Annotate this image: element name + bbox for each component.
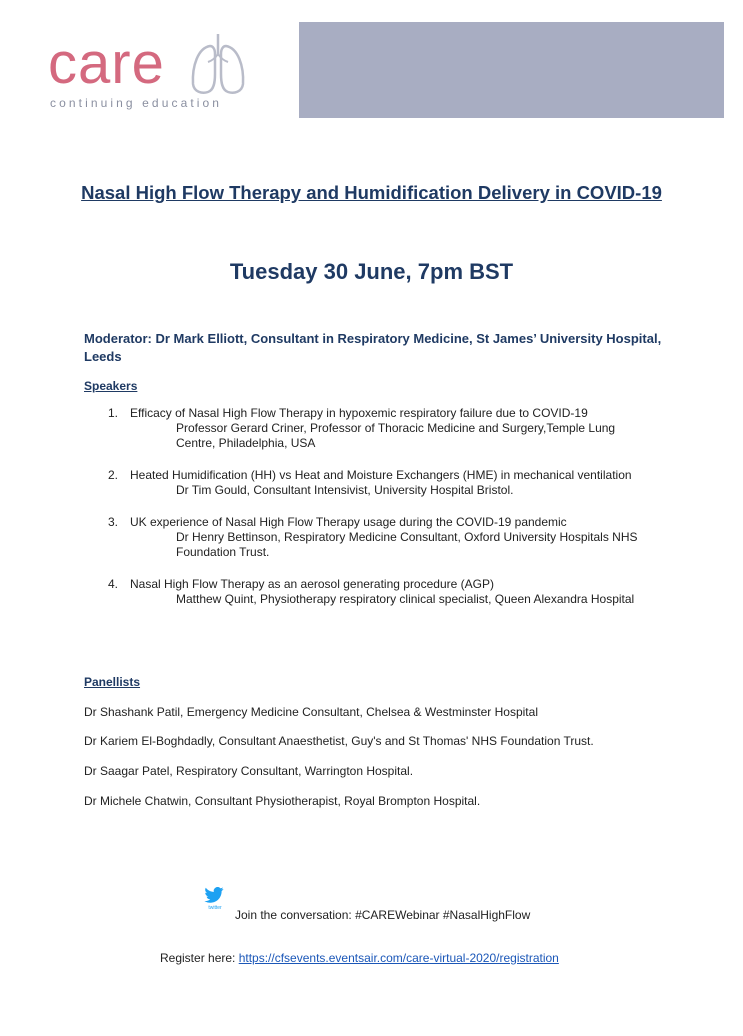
talk-title: UK experience of Nasal High Flow Therapy usage during the COVID-19 pandemic bbox=[130, 515, 567, 529]
logo-tagline: continuing education bbox=[50, 96, 223, 110]
twitter-label: twitter bbox=[208, 905, 222, 911]
twitter-icon bbox=[204, 887, 224, 915]
speaker-number: 3. bbox=[108, 515, 119, 529]
panellist-item: Dr Michele Chatwin, Consultant Physiotherapist, Royal Brompton Hospital. bbox=[84, 794, 481, 808]
speakers-heading: Speakers bbox=[84, 379, 138, 393]
panellist-item: Dr Kariem El-Boghdadly, Consultant Anaesthetist, Guy's and St Thomas' NHS Foundation Trust. bbox=[84, 734, 594, 748]
join-conversation-text: Join the conversation: #CAREWebinar #NasalHighFlow bbox=[235, 908, 531, 922]
speaker-item bbox=[84, 406, 654, 451]
speaker-item bbox=[84, 468, 654, 498]
speaker-name: Dr Tim Gould, Consultant Intensivist, University Hospital Bristol. bbox=[176, 483, 514, 497]
speaker-name: Dr Henry Bettinson, Respiratory Medicine Consultant, Oxford University Hospitals NHS Foundation Trust. bbox=[176, 530, 638, 559]
panellists-heading: Panellists bbox=[84, 675, 141, 689]
register-line bbox=[160, 951, 559, 965]
panellist-item: Dr Shashank Patil, Emergency Medicine Consultant, Chelsea & Westminster Hospital bbox=[84, 705, 538, 719]
care-logo bbox=[48, 30, 258, 112]
lungs-icon bbox=[188, 32, 248, 96]
event-date: Tuesday 30 June, 7pm BST bbox=[229, 259, 514, 284]
logo-wordmark: care bbox=[48, 31, 165, 96]
registration-link[interactable]: https://cfsevents.eventsair.com/care-virtual-2020/registration bbox=[238, 951, 559, 965]
event-title: Nasal High Flow Therapy and Humidification Delivery in COVID-19 bbox=[81, 182, 662, 203]
speaker-name: Matthew Quint, Physiotherapy respiratory clinical specialist, Queen Alexandra Hospital bbox=[176, 592, 635, 606]
talk-title: Nasal High Flow Therapy as an aerosol generating procedure (AGP) bbox=[130, 577, 494, 591]
twitter-bird-icon bbox=[204, 887, 224, 903]
panellist-item: Dr Saagar Patel, Respiratory Consultant, Warrington Hospital. bbox=[84, 764, 414, 778]
header-banner bbox=[299, 22, 724, 118]
moderator-line: Moderator: Dr Mark Elliott, Consultant in Respiratory Medicine, St James’ University Hospital, Leeds bbox=[84, 331, 662, 364]
speakers-list bbox=[84, 406, 654, 624]
speaker-number: 2. bbox=[108, 468, 119, 482]
register-label: Register here: bbox=[160, 951, 239, 965]
speaker-item bbox=[84, 515, 654, 560]
speaker-number: 1. bbox=[108, 406, 119, 420]
speaker-item bbox=[84, 577, 654, 607]
speaker-number: 4. bbox=[108, 577, 119, 591]
talk-title: Efficacy of Nasal High Flow Therapy in hypoxemic respiratory failure due to COVID-19 bbox=[130, 406, 588, 420]
talk-title: Heated Humidification (HH) vs Heat and Moisture Exchangers (HME) in mechanical ventilation bbox=[130, 468, 632, 482]
speaker-name: Professor Gerard Criner, Professor of Thoracic Medicine and Surgery,Temple Lung Centre, Philadelphia, USA bbox=[176, 421, 616, 450]
